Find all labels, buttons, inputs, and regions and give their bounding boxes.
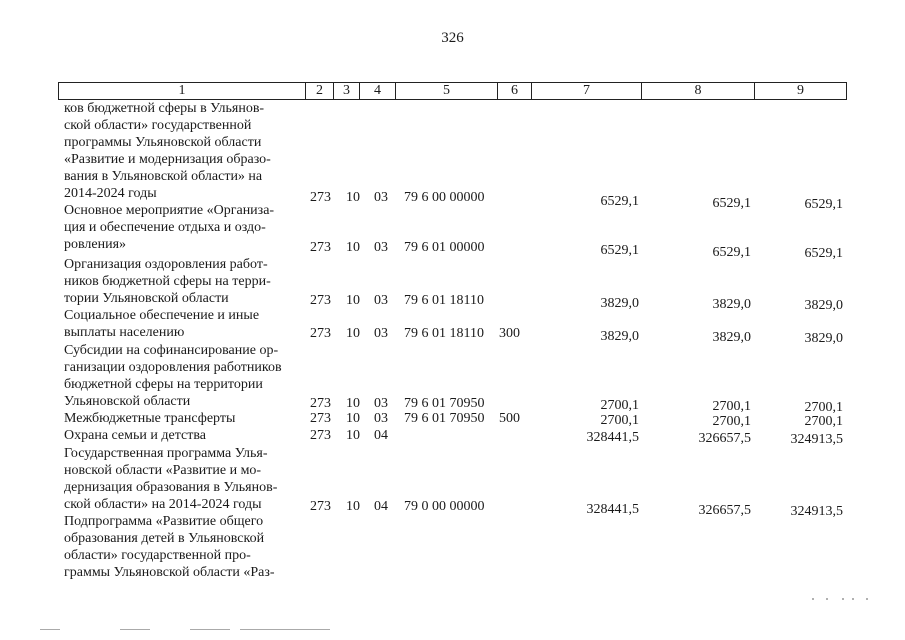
description-line: «Развитие и модернизация образо- [64,152,271,167]
section-code: 10 [346,190,360,205]
amount-col-9: 6529,1 [804,197,843,212]
amount-col-9: 2700,1 [804,400,843,415]
target-item-code: 79 6 01 70950 [404,411,485,426]
row-description [64,513,300,581]
dept-code: 273 [310,411,331,426]
description-line: ской области» на 2014-2024 годы [64,497,262,512]
description-line: граммы Ульяновской области «Раз- [64,565,275,580]
header-col-3: 3 [334,83,360,99]
target-item-code: 79 6 01 70950 [404,396,485,411]
description-line: ровления» [64,237,127,252]
scan-artifact [812,598,872,602]
dept-code: 273 [310,326,331,341]
amount-col-7: 3829,0 [600,296,639,311]
description-line: Субсидии на софинансирование ор- [64,343,279,358]
row-description [64,100,300,202]
header-col-2: 2 [306,83,334,99]
dept-code: 273 [310,428,331,443]
amount-col-8: 6529,1 [712,245,751,260]
dept-code: 273 [310,499,331,514]
dept-code: 273 [310,240,331,255]
amount-col-8: 326657,5 [698,503,751,518]
amount-col-7: 328441,5 [586,430,639,445]
amount-col-7: 328441,5 [586,502,639,517]
description-line: ков бюджетной сферы в Ульянов- [64,101,265,116]
description-line: ской области» государственной [64,118,252,133]
target-item-code: 79 6 01 18110 [404,293,484,308]
description-line: ция и обеспечение отдыха и оздо- [64,220,266,235]
header-col-9: 9 [797,83,804,98]
dept-code: 273 [310,190,331,205]
description-line: Социальное обеспечение и иные [64,308,260,323]
section-code: 10 [346,326,360,341]
dept-code: 273 [310,396,331,411]
amount-col-7: 2700,1 [600,398,639,413]
subsection-code: 03 [374,411,388,426]
row-description [64,342,300,410]
description-line: бюджетной сферы на территории [64,377,263,392]
subsection-code: 03 [374,190,388,205]
subsection-code: 04 [374,499,388,514]
amount-col-8: 3829,0 [712,297,751,312]
amount-col-8: 6529,1 [712,196,751,211]
header-col-6: 6 [498,83,532,99]
description-line: тории Ульяновской области [64,291,229,306]
amount-col-7: 6529,1 [600,194,639,209]
expense-type-code: 300 [499,326,520,341]
section-code: 10 [346,396,360,411]
amount-col-9: 324913,5 [790,432,843,447]
amount-col-8: 2700,1 [712,414,751,429]
amount-col-9: 6529,1 [804,246,843,261]
section-code: 10 [346,499,360,514]
dept-code: 273 [310,293,331,308]
subsection-code: 03 [374,326,388,341]
row-description [64,410,300,427]
description-line: вания в Ульяновской области» на [64,169,263,184]
header-col-7: 7 [532,83,642,99]
row-description [64,427,300,444]
description-line: Организация оздоровления работ- [64,257,268,272]
description-line: программы Ульяновской области [64,135,262,150]
description-line: ганизации оздоровления работников [64,360,282,375]
header-col-4: 4 [360,83,396,99]
amount-col-7: 6529,1 [600,243,639,258]
amount-col-7: 3829,0 [600,329,639,344]
table-header [58,82,847,100]
description-line: Межбюджетные трансферты [64,411,236,426]
amount-col-9: 2700,1 [804,414,843,429]
amount-col-9: 324913,5 [790,504,843,519]
description-line: выплаты населению [64,325,185,340]
description-line: Основное мероприятие «Организа- [64,203,275,218]
description-line: Подпрограмма «Развитие общего [64,514,264,529]
row-description [64,256,300,307]
description-line: 2014-2024 годы [64,186,157,201]
description-line: области» государственной про- [64,548,251,563]
description-line: дернизация образования в Ульянов- [64,480,278,495]
target-item-code: 79 6 00 00000 [404,190,485,205]
amount-col-9: 3829,0 [804,298,843,313]
target-item-code: 79 6 01 18110 [404,326,484,341]
section-code: 10 [346,428,360,443]
subsection-code: 03 [374,293,388,308]
section-code: 10 [346,240,360,255]
row-description [64,445,300,513]
amount-col-8: 2700,1 [712,399,751,414]
description-line: образования детей в Ульяновской [64,531,265,546]
subsection-code: 03 [374,240,388,255]
subsection-code: 04 [374,428,388,443]
header-col-8: 8 [642,83,755,99]
description-line: Охрана семьи и детства [64,428,206,443]
target-item-code: 79 6 01 00000 [404,240,485,255]
expense-type-code: 500 [499,411,520,426]
amount-col-8: 3829,0 [712,330,751,345]
description-line: Государственная программа Улья- [64,446,268,461]
section-code: 10 [346,411,360,426]
description-line: ников бюджетной сферы на терри- [64,274,271,289]
subsection-code: 03 [374,396,388,411]
scan-artifact [40,629,340,631]
amount-col-9: 3829,0 [804,331,843,346]
target-item-code: 79 0 00 00000 [404,499,485,514]
header-col-1: 1 [59,83,306,99]
row-description [64,307,300,341]
description-line: Ульяновской области [64,394,191,409]
header-col-5: 5 [396,83,498,99]
amount-col-7: 2700,1 [600,413,639,428]
amount-col-8: 326657,5 [698,431,751,446]
section-code: 10 [346,293,360,308]
description-line: новской области «Развитие и мо- [64,463,262,478]
row-description [64,202,300,253]
page-number: 326 [441,30,464,46]
